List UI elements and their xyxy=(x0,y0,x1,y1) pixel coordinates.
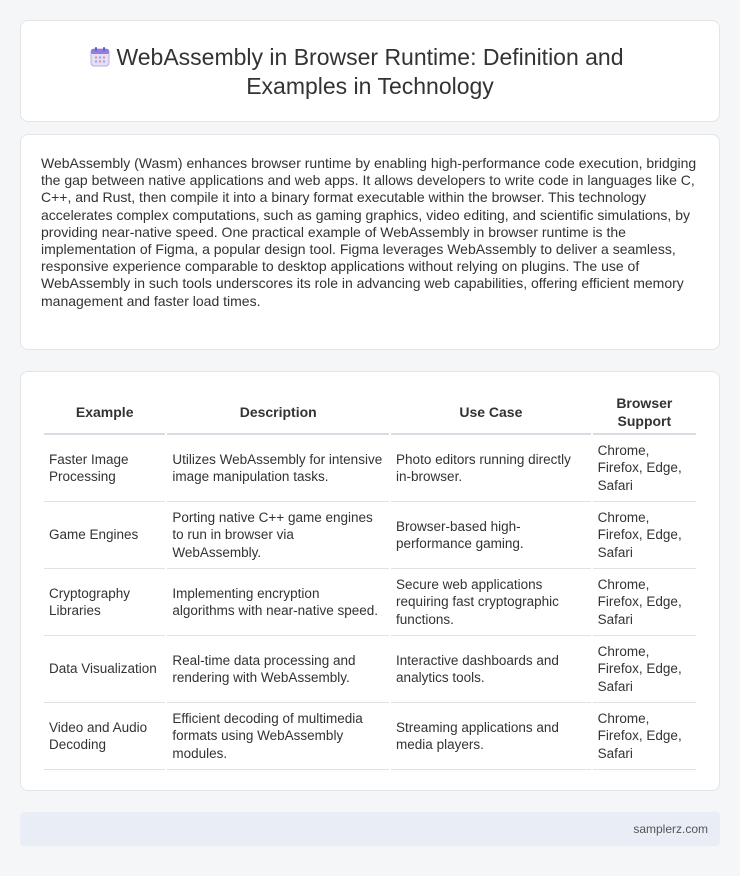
header-example: Example xyxy=(44,391,165,435)
intro-paragraph: WebAssembly (Wasm) enhances browser runtime by enabling high-performance code execution, bridging the gap between native applications and web apps. It allows developers to write code in languages like C, C++, and Rust, then compile it into a binary format executable within the browser. This technology accelerates complex computations, such as gaming graphics, video editing, and scientific simulations, by providing near-native speed. One practical example of WebAssembly in browser runtime is the implementation of Figma, a popular design tool. Figma leverages WebAssembly to deliver a seamless, responsive experience comparable to desktop applications without relying on plugins. The use of WebAssembly in such tools underscores its role in advancing web capabilities, offering efficient memory management and faster load times. xyxy=(41,155,697,309)
cell-description: Utilizes WebAssembly for intensive image manipulation tasks. xyxy=(167,435,389,502)
cell-example: Video and Audio Decoding xyxy=(44,703,165,770)
cell-browser-support: Chrome, Firefox, Edge, Safari xyxy=(593,703,696,770)
table-row xyxy=(44,435,696,502)
header-description: Description xyxy=(167,391,389,435)
examples-table xyxy=(42,391,698,770)
header-card xyxy=(20,20,720,122)
cell-description: Implementing encryption algorithms with near-native speed. xyxy=(167,569,389,636)
cell-use-case: Browser-based high-performance gaming. xyxy=(391,502,591,569)
cell-browser-support: Chrome, Firefox, Edge, Safari xyxy=(593,569,696,636)
intro-card xyxy=(20,134,720,350)
table-row xyxy=(44,636,696,703)
table-header-row xyxy=(44,391,696,435)
cell-example: Cryptography Libraries xyxy=(44,569,165,636)
cell-example: Data Visualization xyxy=(44,636,165,703)
cell-use-case: Photo editors running directly in-browser. xyxy=(391,435,591,502)
cell-description: Porting native C++ game engines to run in browser via WebAssembly. xyxy=(167,502,389,569)
cell-description: Real-time data processing and rendering with WebAssembly. xyxy=(167,636,389,703)
cell-browser-support: Chrome, Firefox, Edge, Safari xyxy=(593,636,696,703)
cell-use-case: Streaming applications and media players. xyxy=(391,703,591,770)
header-use-case: Use Case xyxy=(391,391,591,435)
table-row xyxy=(44,569,696,636)
footer-bar xyxy=(20,812,720,846)
table-row xyxy=(44,703,696,770)
page-title: WebAssembly in Browser Runtime: Definition and Examples in Technology xyxy=(116,44,624,99)
table-card xyxy=(20,371,720,791)
table-row xyxy=(44,502,696,569)
cell-use-case: Interactive dashboards and analytics tools. xyxy=(391,636,591,703)
header-browser-support: Browser Support xyxy=(593,391,696,435)
footer-site-link[interactable]: samplerz.com xyxy=(633,822,708,836)
cell-browser-support: Chrome, Firefox, Edge, Safari xyxy=(593,435,696,502)
cell-example: Game Engines xyxy=(44,502,165,569)
cell-use-case: Secure web applications requiring fast cryptographic functions. xyxy=(391,569,591,636)
cell-browser-support: Chrome, Firefox, Edge, Safari xyxy=(593,502,696,569)
cell-example: Faster Image Processing xyxy=(44,435,165,502)
cell-description: Efficient decoding of multimedia formats using WebAssembly modules. xyxy=(167,703,389,770)
